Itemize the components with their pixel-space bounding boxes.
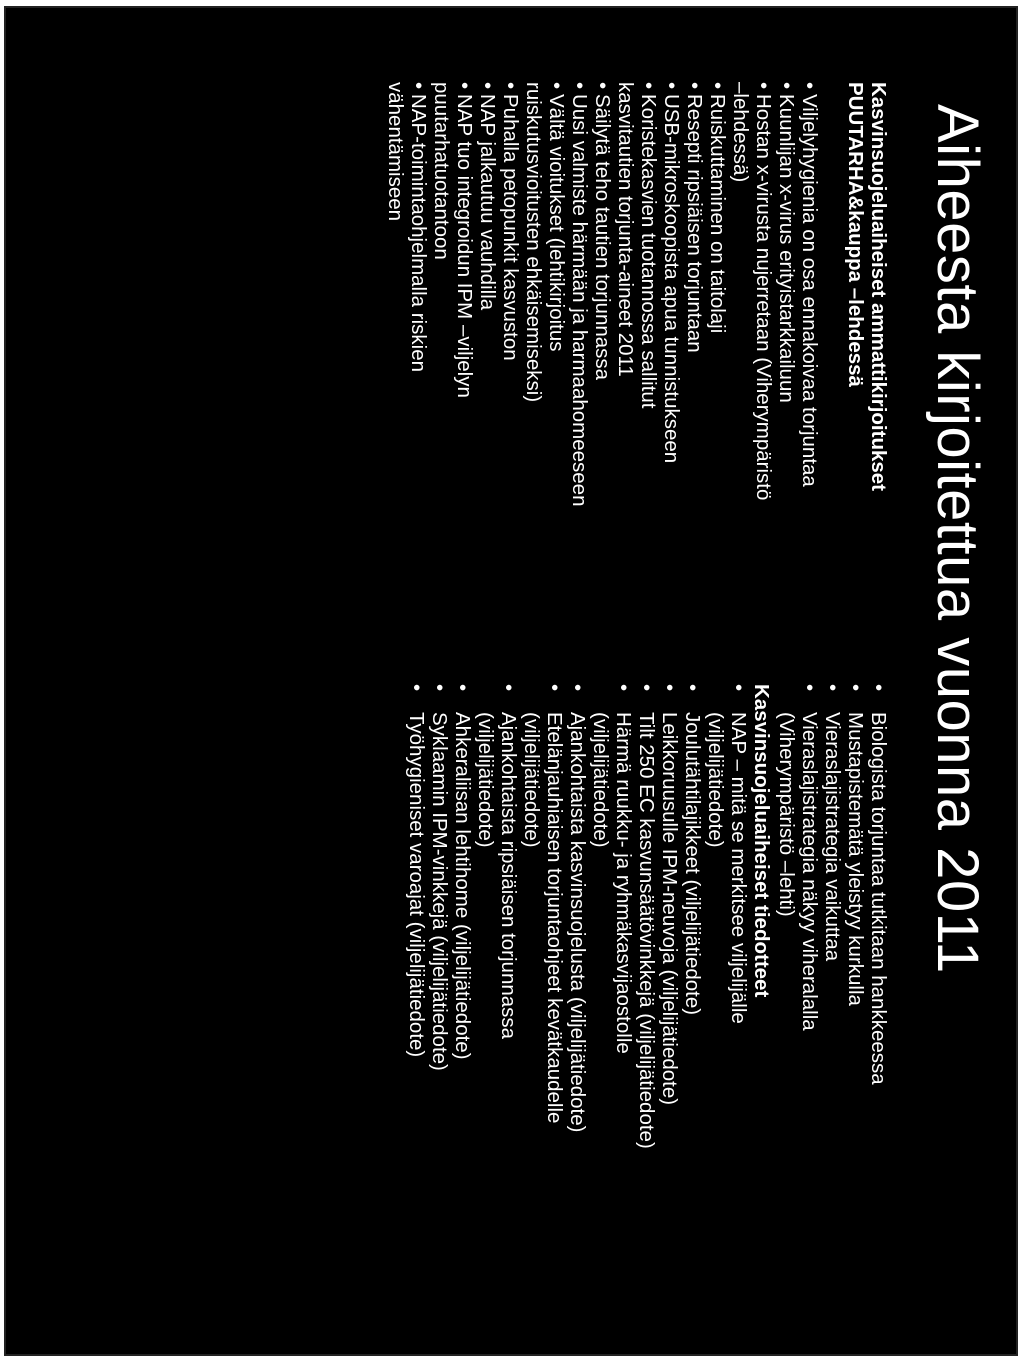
bullet-icon: •	[844, 684, 867, 692]
bullet-icon: •	[407, 82, 430, 90]
bullet-icon: •	[566, 684, 589, 692]
text-line: Leikkoruusulle IPM-neuvoja (viljelijätiedote)	[658, 712, 681, 1106]
text-line	[591, 82, 614, 732]
bullet-icon: •	[612, 684, 635, 692]
text-line: PUUTARHA&kauppa –lehdessä	[844, 82, 867, 387]
text-line: (viljelijätiedote)	[704, 712, 727, 848]
left-column	[384, 82, 890, 732]
right-column	[405, 684, 890, 1324]
bullet-icon: •	[775, 82, 798, 90]
text-line: Ahkeraliisan lehtihome (viljelijätiedote)	[451, 712, 474, 1060]
list-item	[520, 684, 566, 1324]
list-item	[451, 684, 474, 1324]
text-line	[637, 82, 660, 732]
bullet-icon: •	[821, 684, 844, 692]
bullet-icon: •	[752, 82, 775, 90]
list-item-text: NAP jalkautuu vauhdilla	[476, 94, 499, 311]
right-column-top-list	[775, 684, 890, 1324]
bullet-icon: •	[428, 684, 451, 692]
list-item-text: ruiskutusvioitusten ehkäisemiseksi)	[522, 82, 545, 403]
text-line	[499, 82, 522, 732]
bullet-icon: •	[706, 82, 729, 90]
list-item	[635, 684, 658, 1324]
list-item-text: Uusi valmiste härmään ja harmaahomeeseen	[568, 94, 591, 507]
bullet-icon: •	[660, 82, 683, 90]
text-line: Biologista torjuntaa tutkitaan hankkeessa	[867, 712, 890, 1085]
list-item-text: Koristekasvien tuotannossa sallitut	[637, 94, 660, 409]
bullet-icon: •	[499, 82, 522, 90]
bullet-icon: •	[405, 684, 428, 692]
text-line	[660, 82, 683, 732]
slide-title: Aiheesta kirjoitettua vuonna 2011	[925, 104, 990, 974]
text-line	[798, 82, 821, 732]
text-line	[706, 82, 729, 732]
bullet-icon: •	[497, 684, 520, 692]
bullet-icon: •	[681, 684, 704, 692]
bullet-icon: •	[568, 82, 591, 90]
list-item	[566, 684, 589, 1324]
bullet-icon: •	[451, 684, 474, 692]
text-line: Työhygieniset varoajat (viljelijätiedote)	[405, 712, 428, 1058]
list-item	[660, 82, 683, 732]
list-item	[591, 82, 614, 732]
list-item	[821, 684, 844, 1324]
text-line: Joulutähtilajikkeet (viljelijätiedote)	[681, 712, 704, 1016]
bullet-icon: •	[727, 684, 750, 692]
text-line: Vieraslajistrategia vaikuttaa	[821, 712, 844, 962]
rotated-slide	[6, 8, 1010, 1348]
text-line: Ajankohtaista kasvinsuojelusta (viljelijätiedote)	[566, 712, 589, 1133]
text-line	[752, 82, 775, 732]
bullet-icon: •	[591, 82, 614, 90]
list-item	[844, 684, 867, 1324]
list-item-text: NAP tuo integroidun IPM –viljelyn	[453, 94, 476, 398]
bullet-icon: •	[545, 82, 568, 90]
list-item-text: Kuunlijan x-virus erityistarkkailuun	[775, 94, 798, 403]
list-item	[658, 684, 681, 1324]
text-line: (Viherympäristö –lehti)	[775, 712, 798, 917]
text-line: Härmä ruukku- ja ryhmäkasvijaostolle	[612, 712, 635, 1054]
text-line: Etelänjauhiaisen torjuntaohjeet kevätkaudelle	[543, 712, 566, 1124]
bullet-icon: •	[798, 82, 821, 90]
text-line: (viljelijätiedote)	[474, 712, 497, 848]
slide-frame	[4, 6, 1018, 1356]
text-line	[476, 82, 499, 732]
text-line	[430, 82, 453, 732]
list-item-text: Puhalla petopunkit kasvuston	[499, 94, 522, 361]
list-item-text: Hostan x-virusta nujerretaan (Viherympäristö	[752, 94, 775, 501]
list-item	[589, 684, 635, 1324]
bullet-icon: •	[543, 684, 566, 692]
list-item	[474, 684, 520, 1324]
list-item	[614, 82, 660, 732]
bullet-icon: •	[867, 684, 890, 692]
list-item	[681, 684, 704, 1324]
bullet-icon: •	[453, 82, 476, 90]
bullet-icon: •	[635, 684, 658, 692]
text-line: (viljelijätiedote)	[589, 712, 612, 848]
list-item-text: puutarhatuotantoon	[430, 82, 453, 260]
spacer	[821, 82, 844, 732]
bullet-icon: •	[476, 82, 499, 90]
right-column-heading: Kasvinsuojeluaiheiset tiedotteet	[750, 684, 773, 998]
list-item-text: –lehdessä)	[729, 82, 752, 183]
bullet-icon: •	[637, 82, 660, 90]
left-column-list	[384, 82, 821, 732]
bullet-icon: •	[798, 684, 821, 692]
list-item-text: Ruiskuttaminen on taitolaji	[706, 94, 729, 334]
list-item	[798, 82, 821, 732]
list-item	[405, 684, 428, 1324]
bullet-icon: •	[683, 82, 706, 90]
list-item	[499, 82, 522, 732]
text-line	[545, 82, 568, 732]
list-item	[683, 82, 706, 732]
list-item	[706, 82, 729, 732]
list-item-text: kasvitautien torjunta-aineet 2011	[614, 82, 637, 377]
list-item	[704, 684, 750, 1324]
text-line	[614, 82, 637, 732]
list-item	[384, 82, 430, 732]
list-item	[476, 82, 499, 732]
text-line: Syklaamin IPM-vinkkejä (viljelijätiedote)	[428, 712, 451, 1071]
text-line: Tilt 250 EC kasvunsäätövinkkejä (viljelijätiedote)	[635, 712, 658, 1149]
text-line: Mustapistemätä yleistyy kurkulla	[844, 712, 867, 1006]
list-item	[775, 684, 821, 1324]
list-item-text: Resepti ripsiäisen torjuntaan	[683, 94, 706, 353]
right-column-list	[405, 684, 750, 1324]
text-line	[453, 82, 476, 732]
text-line	[775, 82, 798, 732]
list-item	[568, 82, 591, 732]
list-item-text: vähentämiseen	[384, 82, 407, 222]
text-line: (viljelijätiedote)	[520, 712, 543, 848]
list-item	[775, 82, 798, 732]
text-line: NAP – mitä se merkitsee viljelijälle	[727, 712, 750, 1024]
list-item-text: Vältä vioitukset (lehtikirjoitus	[545, 94, 568, 352]
left-column-heading	[844, 82, 890, 732]
list-item	[867, 684, 890, 1324]
bullet-icon: •	[658, 684, 681, 692]
text-line	[384, 82, 407, 732]
text-line: Kasvinsuojeluaiheiset ammattikirjoitukset	[867, 82, 890, 491]
list-item-text: Säilytä teho tautien torjunnassa	[591, 94, 614, 381]
text-line: Ajankohtaista ripsiäisen torjunnassa	[497, 712, 520, 1040]
text-line	[568, 82, 591, 732]
text-line	[729, 82, 752, 732]
list-item-text: Viljelyhygienia on osa ennakoivaa torjuntaa	[798, 94, 821, 487]
list-item	[428, 684, 451, 1324]
list-item-text: NAP-toimintaohjelmalla riskien	[407, 94, 430, 372]
list-item	[729, 82, 775, 732]
text-line	[683, 82, 706, 732]
text-line: Vieraslajistrategia näkyy viheralalla	[798, 712, 821, 1031]
list-item	[430, 82, 476, 732]
list-item	[522, 82, 568, 732]
text-line	[522, 82, 545, 732]
text-line	[407, 82, 430, 732]
list-item-text: USB-mikroskoopista apua tunnistukseen	[660, 94, 683, 464]
